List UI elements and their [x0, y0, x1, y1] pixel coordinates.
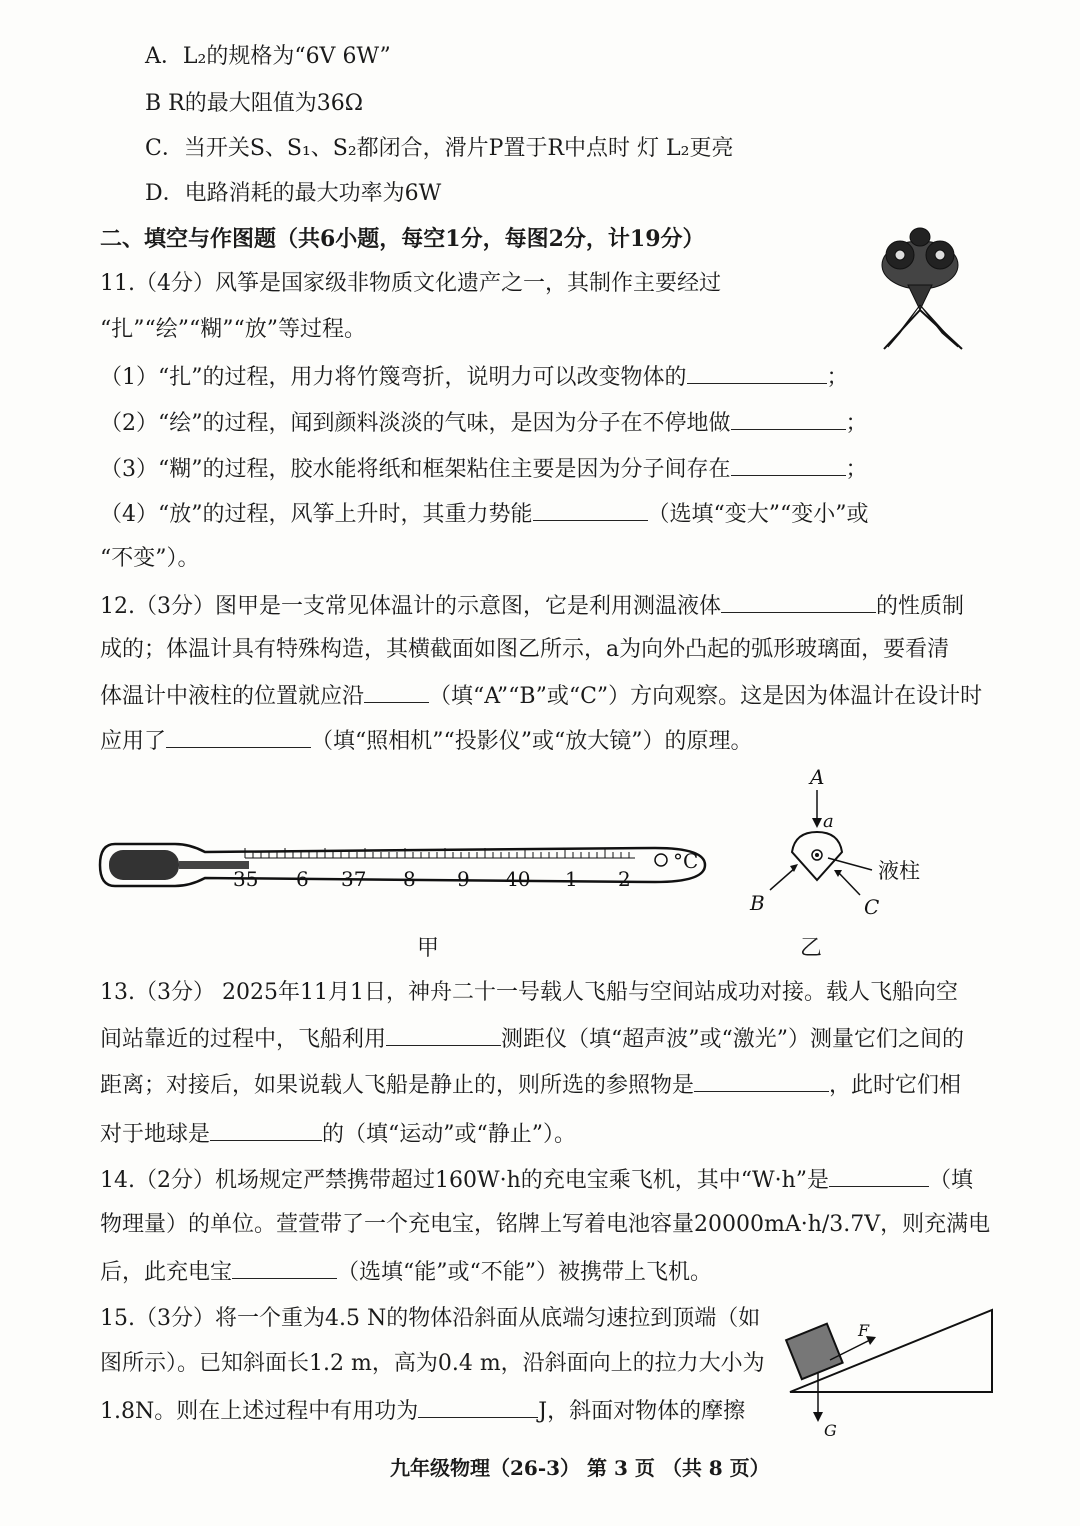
q15-line3-text: 1.8N。则在上述过程中有用功为	[100, 1399, 419, 1424]
q15-line3	[100, 1395, 745, 1427]
section-title: 二、填空与作图题（共6小题，每空1分，每图2分，计19分）	[100, 226, 705, 252]
tick-label: 40	[505, 867, 531, 891]
incline-figure	[780, 1300, 1010, 1450]
q12-line3-text: 体温计中液柱的位置就应沿	[100, 684, 365, 709]
tick-label: 8	[403, 867, 416, 891]
cross-section-figure	[740, 760, 940, 920]
answer-blank[interactable]	[386, 1023, 501, 1046]
q14-line1	[100, 1164, 973, 1196]
caption-jia: 甲	[417, 936, 440, 961]
q13-line4-end: 的（填“运动”或“静止”）。	[322, 1122, 577, 1147]
q14-line3	[100, 1256, 712, 1288]
q12-line1	[100, 590, 964, 622]
q11-part4-hint: （选填“变大”“变小”或	[647, 502, 869, 527]
answer-blank[interactable]	[731, 453, 846, 476]
q15-line3-end: J，斜面对物体的摩擦	[538, 1399, 746, 1424]
answer-blank[interactable]	[232, 1256, 337, 1279]
q11-part4-cont: “不变”）。	[100, 546, 200, 571]
q15-line2: 图所示）。已知斜面长1.2 m，高为0.4 m，沿斜面向上的拉力大小为	[100, 1351, 765, 1376]
q14-line2: 物理量）的单位。萱萱带了一个充电宝，铭牌上写着电池容量20000mA·h/3.7V，则充满电	[100, 1212, 991, 1237]
q12-line4-text: 应用了	[100, 729, 167, 754]
q13-line3	[100, 1069, 961, 1101]
q11-part1-end: ；	[826, 365, 849, 390]
q13-line4	[100, 1118, 576, 1150]
q11-line1: 11.（4分）风筝是国家级非物质文化遗产之一，其制作主要经过	[100, 271, 721, 296]
q12-line1-text: 12.（3分）图甲是一支常见体温计的示意图，它是利用测温液体	[100, 594, 721, 619]
q11-part4-text: （4）“放”的过程，风筝上升时，其重力势能	[100, 502, 533, 527]
answer-blank[interactable]	[694, 1069, 829, 1092]
q15-line1: 15.（3分）将一个重为4.5 N的物体沿斜面从底端匀速拉到顶端（如	[100, 1306, 761, 1331]
label-g: G	[824, 1421, 837, 1440]
q12-line2: 成的；体温计具有特殊构造，其横截面如图乙所示，a为向外凸起的弧形玻璃面，要看清	[100, 637, 950, 662]
q12-line3	[100, 680, 982, 712]
q13-line2-end: 测距仪（填“超声波”或“激光”）测量它们之间的	[501, 1027, 965, 1052]
page-footer: 九年级物理（26-3） 第 3 页 （共 8 页）	[390, 1456, 770, 1480]
answer-blank[interactable]	[533, 498, 648, 521]
thermometer-figure	[95, 830, 715, 900]
q11-part3	[100, 453, 868, 485]
option-d: D．电路消耗的最大功率为6W	[145, 181, 442, 206]
q13-line2	[100, 1023, 964, 1055]
label-b: B	[750, 891, 765, 915]
tick-label: 2	[618, 867, 631, 891]
tick-label: 35	[233, 867, 259, 891]
q11-part2-end: ；	[845, 411, 868, 436]
option-c: C．当开关S、S₁、S₂都闭合，滑片P置于R中点时 灯 L₂更亮	[145, 136, 734, 161]
q11-part1-text: （1）“扎”的过程，用力将竹篾弯折，说明力可以改变物体的	[100, 365, 687, 390]
q11-part3-text: （3）“糊”的过程，胶水能将纸和框架粘住主要是因为分子间存在	[100, 457, 731, 482]
q11-part1	[100, 361, 849, 393]
q14-line3-text: 后，此充电宝	[100, 1260, 233, 1285]
q13-line2-text: 间站靠近的过程中，飞船利用	[100, 1027, 387, 1052]
label-c: C	[864, 895, 880, 919]
label-a: A	[810, 765, 825, 789]
q12-line3-end: （填“A”“B”或“C”）方向观察。这是因为体温计在设计时	[429, 684, 983, 709]
label-f: F	[858, 1321, 870, 1340]
answer-blank[interactable]	[166, 725, 311, 748]
label-small-a: a	[823, 811, 834, 832]
q14-line1-text: 14.（2分）机场规定严禁携带超过160W·h的充电宝乘飞机，其中“W·h”是	[100, 1168, 830, 1193]
q13-line4-text: 对于地球是	[100, 1122, 211, 1147]
q13-line1: 13.（3分） 2025年11月1日，神舟二十一号载人飞船与空间站成功对接。载人飞船向空	[100, 980, 958, 1005]
caption-yi: 乙	[800, 936, 823, 961]
option-b: B R的最大阻值为36Ω	[145, 91, 363, 116]
tick-label: 1	[565, 867, 578, 891]
answer-blank[interactable]	[731, 407, 846, 430]
q12-line4-end: （填“照相机”“投影仪”或“放大镜”）的原理。	[311, 729, 753, 754]
q13-line3-end: ，此时它们相	[829, 1073, 962, 1098]
answer-blank[interactable]	[687, 361, 827, 384]
tick-label: 37	[341, 867, 367, 891]
option-a: A．L₂的规格为“6V 6W”	[145, 44, 391, 69]
answer-blank[interactable]	[210, 1118, 322, 1141]
q13-line3-text: 距离；对接后，如果说载人飞船是静止的，则所选的参照物是	[100, 1073, 695, 1098]
answer-blank[interactable]	[721, 590, 876, 613]
q12-line1-end: 的性质制	[876, 594, 965, 619]
q11-part2	[100, 407, 868, 439]
q11-part4	[100, 498, 869, 530]
q11-part3-end: ；	[845, 457, 868, 482]
tick-label: 9	[457, 867, 470, 891]
thermometer-unit: °C	[673, 849, 699, 873]
kite-image	[870, 225, 970, 355]
q12-line4	[100, 725, 753, 757]
label-liquid: 液柱	[878, 859, 920, 883]
q14-line1-end: （填	[929, 1168, 974, 1193]
answer-blank[interactable]	[829, 1164, 929, 1187]
answer-blank[interactable]	[364, 680, 429, 703]
q11-part2-text: （2）“绘”的过程，闻到颜料淡淡的气味，是因为分子在不停地做	[100, 411, 731, 436]
answer-blank[interactable]	[418, 1395, 538, 1418]
q14-line3-end: （选填“能”或“不能”）被携带上飞机。	[337, 1260, 713, 1285]
tick-label: 6	[296, 867, 309, 891]
q11-line2: “扎”“绘”“糊”“放”等过程。	[100, 317, 366, 342]
